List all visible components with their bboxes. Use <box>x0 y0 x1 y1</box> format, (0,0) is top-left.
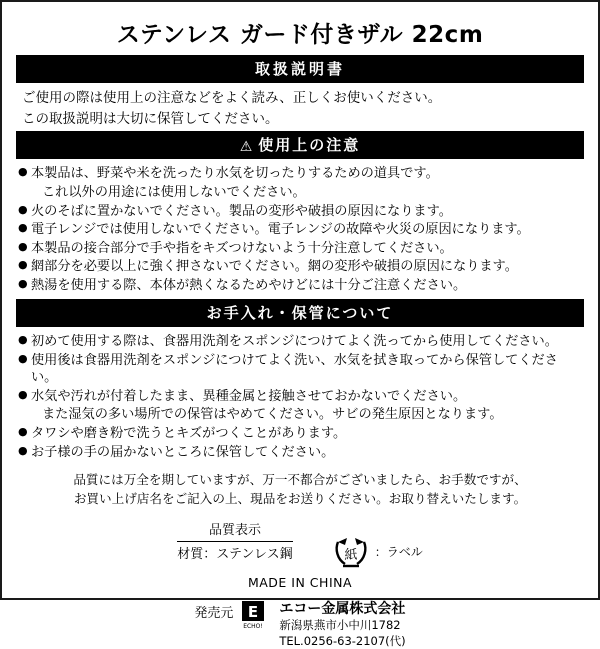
list-item: ● 熱湯を使用する際、本体が熱くなるためやけどには十分ご注意ください。 <box>18 277 584 295</box>
company-address-block <box>279 618 405 649</box>
caution-bar-label: 使用上の注意 <box>258 136 361 155</box>
quality-heading: 品質表示 <box>177 521 292 543</box>
page-title: ステンレス ガード付きザル 22cm <box>116 22 484 48</box>
seller-label: 発売元 <box>194 605 234 621</box>
list-item: ● 網部分を必要以上に強く押さないでください。網の変形や破損の原因になります。 <box>18 258 584 276</box>
quality-material: 材質：ステンレス鋼 <box>177 547 293 563</box>
list-item: ● 水気や汚れが付着したまま、異種金属と接触させておかないでください。 <box>18 388 584 406</box>
intro-text <box>16 89 584 128</box>
company-name: エコー金属株式会社 <box>279 600 406 617</box>
list-item: ● お子様の手の届かないところに保管してください。 <box>18 444 584 462</box>
footer <box>16 600 584 649</box>
caution-list <box>16 165 584 294</box>
svg-text:E: E <box>248 602 259 621</box>
care-section <box>16 299 584 461</box>
quality-and-recycle-row <box>16 521 584 569</box>
intro-line-1: ご使用の際は使用上の注意などをよく読み、正しくお使いください。 <box>22 90 442 106</box>
list-item: ● 初めて使用する際は、食器用洗剤をスポンジにつけてよく洗ってから使用してください。 <box>18 333 584 351</box>
intro-line-2: この取扱説明は大切に保管してください。 <box>22 111 279 128</box>
company-tel: TEL.0256-63-2107(代) <box>279 633 406 648</box>
list-item: ● 本製品の接合部分で手や指をキズつけないよう十分注意してください。 <box>18 240 584 258</box>
caution-section-bar <box>16 131 584 159</box>
svg-text:紙: 紙 <box>344 547 358 563</box>
echo-logo <box>241 600 271 630</box>
company-address: 新潟県燕市小中川1782 <box>279 618 401 633</box>
list-item: ● タワシや磨き粉で洗うとキズがつくことがあります。 <box>18 425 584 443</box>
quality-assurance-note <box>16 471 584 509</box>
caution-section <box>16 131 584 294</box>
list-item: ● 本製品は、野菜や米を洗ったり水気を切ったりするための道具です。 <box>18 165 584 183</box>
warning-triangle-icon: ⚠ <box>239 139 255 156</box>
company-block <box>279 600 405 649</box>
made-in-text: MADE IN CHINA <box>247 574 353 590</box>
manual-section-bar: 取扱説明書 <box>16 55 584 83</box>
list-item: ● 使用後は食器用洗剤をスポンジにつけてよく洗い、水気を拭き取ってから保管してください。 <box>18 352 584 387</box>
list-item: ● 電子レンジでは使用しないでください。電子レンジの故障や火災の原因になります。 <box>18 221 584 239</box>
care-list <box>16 333 584 461</box>
paper-recycle-icon <box>333 535 369 569</box>
list-item: ● 火のそばに置かないでください。製品の変形や破損の原因になります。 <box>18 203 584 221</box>
note-line-2: お買い上げ店名をご記入の上、現品をお送りください。お取り替えいたします。 <box>73 490 527 506</box>
note-line-1: 品質には万全を期していますが、万一不都合がございましたら、お手数ですが、 <box>73 472 527 488</box>
list-item: また湿気の多い場所での保管はやめてください。サビの発生原因となります。 <box>42 407 503 423</box>
list-item: これ以外の用途には使用しないでください。 <box>42 184 306 200</box>
recycle-mark-group <box>333 535 423 569</box>
quality-label-box <box>177 521 292 565</box>
care-section-bar: お手入れ・保管について <box>16 299 584 327</box>
svg-text:ECHO!: ECHO! <box>243 622 264 630</box>
recycle-label: ：ラベル <box>374 545 423 560</box>
